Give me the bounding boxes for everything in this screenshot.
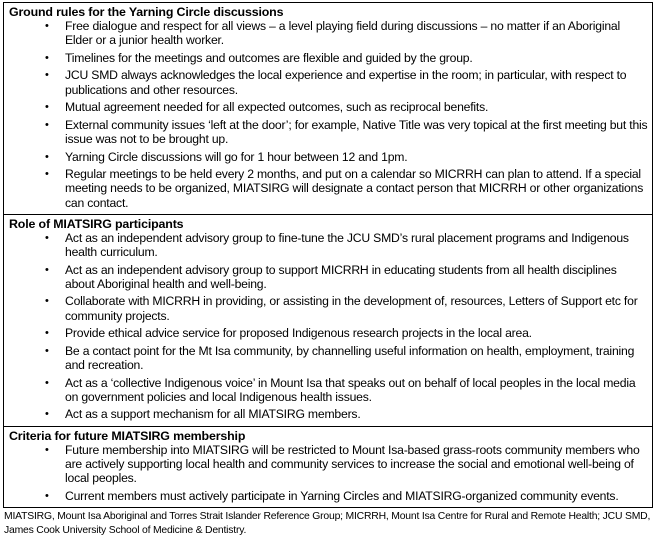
- list-item-text: Act as a support mechanism for all MIATSIRG members.: [65, 407, 361, 422]
- list-item-text: Act as an independent advisory group to support MICRRH in educating students from all health disciplines about Aboriginal health and well-being.: [65, 262, 617, 291]
- list-item: [9, 263, 648, 291]
- bullet-icon: •: [45, 51, 49, 64]
- list-item-text: JCU SMD always acknowledges the local experience and expertise in the room; in particular, with respect to publications and other resources.: [65, 68, 627, 97]
- list-item: [9, 231, 648, 259]
- list-item: [9, 150, 648, 164]
- bullet-icon: •: [45, 231, 49, 244]
- list-item: [9, 167, 648, 210]
- bullet-icon: •: [45, 263, 49, 276]
- list-item: [9, 118, 648, 146]
- list-item-text: Current members must actively participate in Yarning Circles and MIATSIRG-organized community events.: [65, 488, 619, 503]
- section-title: Criteria for future MIATSIRG membership: [9, 428, 246, 443]
- bullet-icon: •: [45, 443, 49, 456]
- list-item-text: Act as a ‘collective Indigenous voice’ in Mount Isa that speaks out on behalf of local peoples in the local media on government policies and local Indigenous health issues.: [65, 375, 636, 404]
- bullet-icon: •: [45, 101, 49, 114]
- bullet-icon: •: [45, 168, 49, 181]
- section-role-of-participants: [4, 215, 652, 427]
- list-item: [9, 51, 648, 65]
- guidelines-table: [3, 2, 653, 508]
- list-item: [9, 19, 648, 47]
- list-item: [9, 407, 648, 421]
- section-ground-rules: [4, 3, 652, 215]
- bullet-icon: •: [45, 408, 49, 421]
- bullet-icon: •: [45, 295, 49, 308]
- abbreviations-footnote: MIATSIRG, Mount Isa Aboriginal and Torres Strait Islander Reference Group; MICRRH, Mount Isa Centre for Rural and Remote Health; JCU SMD, James Cook University School of Medicine & Dentistry.: [4, 510, 651, 537]
- list-item-text: Yarning Circle discussions will go for 1 hour between 12 and 1pm.: [65, 149, 408, 164]
- section-title: Role of MIATSIRG participants: [9, 216, 184, 231]
- list-item-text: Be a contact point for the Mt Isa community, by channelling useful information on health, employment, training and recreation.: [65, 343, 635, 372]
- list-item: [9, 100, 648, 114]
- bullet-icon: •: [45, 20, 49, 32]
- list-item-text: Timelines for the meetings and outcomes are flexible and guided by the group.: [65, 50, 473, 65]
- list-item: [9, 489, 648, 503]
- list-item-text: Mutual agreement needed for all expected outcomes, such as reciprocal benefits.: [65, 100, 489, 115]
- list-item: [9, 326, 648, 340]
- bullet-icon: •: [45, 69, 49, 82]
- list-item-text: Provide ethical advice service for proposed Indigenous research projects in the local area.: [65, 326, 532, 341]
- list-item: [9, 376, 648, 404]
- list-item: [9, 443, 648, 486]
- list-item-text: Future membership into MIATSIRG will be restricted to Mount Isa-based grass-roots community members who are actively supporting local health and community services to increase the social and emotional well-being of local peoples.: [65, 442, 640, 485]
- criteria-list: [9, 443, 648, 503]
- list-item: [9, 344, 648, 372]
- list-item-text: Regular meetings to be held every 2 months, and put on a calendar so MICRRH can plan to attend. If a special meeting needs to be organized, MIATSIRG will designate a contact person that MICRRH or other organizations can contact.: [65, 167, 644, 210]
- list-item-text: Collaborate with MICRRH in providing, or assisting in the development of, resources, Letters of Support etc for community projects.: [65, 294, 638, 323]
- role-list: [9, 231, 648, 422]
- list-item-text: Act as an independent advisory group to fine-tune the JCU SMD’s rural placement programs and Indigenous health curriculum.: [65, 230, 629, 259]
- ground-rules-list: [9, 19, 648, 210]
- bullet-icon: •: [45, 489, 49, 502]
- list-item-text: External community issues ‘left at the door’; for example, Native Title was very topical at the first meeting but this issue was not to be brought up.: [65, 117, 648, 146]
- list-item: [9, 68, 648, 96]
- list-item: [9, 294, 648, 322]
- bullet-icon: •: [45, 118, 49, 131]
- section-title: Ground rules for the Yarning Circle discussions: [9, 5, 284, 19]
- list-item-text: Free dialogue and respect for all views – a level playing field during discussions – no matter if an Aboriginal Elder or a junior health worker.: [65, 19, 620, 48]
- bullet-icon: •: [45, 376, 49, 389]
- bullet-icon: •: [45, 344, 49, 357]
- bullet-icon: •: [45, 327, 49, 340]
- bullet-icon: •: [45, 150, 49, 163]
